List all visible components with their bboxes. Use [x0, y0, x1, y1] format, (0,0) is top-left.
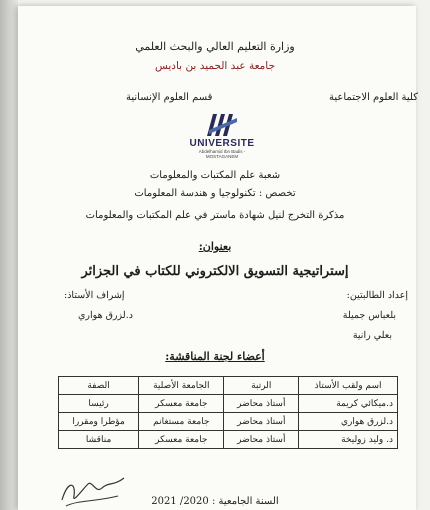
member-role: مؤطرا ومقررا [59, 413, 139, 431]
member-rank: أستاذ محاضر [224, 395, 299, 413]
academic-year: السنة الجامعية : 2020/ 2021 [151, 496, 279, 507]
member-role: رئيسا [59, 395, 139, 413]
scanner-edge [0, 0, 18, 510]
member-role: مناقشا [59, 431, 139, 449]
memo-line: مذكرة التخرج لنيل شهادة ماستر في علم المكتبات والمعلومات [85, 210, 345, 221]
header-role: الصفة [59, 377, 139, 395]
university-emblem-icon [203, 112, 241, 138]
member-rank: أستاذ محاضر [224, 431, 299, 449]
ministry-name: وزارة التعليم العالي والبحث العلمي [135, 40, 295, 53]
member-name: د. وليد زوليخة [299, 431, 398, 449]
committee-label: أعضاء لجنة المناقشة: [165, 350, 265, 363]
table-row [59, 395, 398, 413]
department-name: قسم العلوم الإنسانية [126, 92, 213, 103]
table-header-row [59, 377, 398, 395]
member-university: جامعة معسكر [139, 431, 224, 449]
member-university: جامعة مستغانم [139, 413, 224, 431]
title-label: بعنوان: [198, 240, 232, 253]
member-name: د.ميكائي كريمة [299, 395, 398, 413]
logo-subtitle: Abdelhamid Ibn Badis - MOSTAGANEM [198, 149, 246, 159]
logo-wordmark: UNIVERSITE [189, 138, 255, 149]
faculty-name: كلية العلوم الاجتماعية [329, 92, 418, 103]
header-rank: الرتبة [224, 377, 299, 395]
table-row [59, 413, 398, 431]
student-name-1: بلعباس جميلة [342, 310, 396, 321]
supervisor-name: د.لزرق هواري [78, 310, 133, 321]
prepared-by-label: إعداد الطالبتين: [346, 290, 408, 301]
member-rank: أستاذ محاضر [224, 413, 299, 431]
specialization-line: تخصص : تكنولوجيا و هندسة المعلومات [134, 188, 296, 199]
thesis-title: إستراتيجية التسويق الالكتروني للكتاب في الجزائر [81, 264, 349, 279]
committee-table [58, 376, 398, 449]
student-name-2: بعلي رانية [352, 330, 392, 341]
branch-line: شعبة علم المكتبات والمعلومات [149, 170, 281, 181]
supervision-label: إشراف الأستاذ: [64, 290, 125, 301]
university-logo [187, 112, 257, 159]
table-row [59, 431, 398, 449]
header-name: اسم ولقب الأستاذ [299, 377, 398, 395]
university-name: جامعة عبد الحميد بن باديس [155, 60, 275, 72]
member-name: د.لزرق هواري [299, 413, 398, 431]
header-university: الجامعة الأصلية [139, 377, 224, 395]
member-university: جامعة معسكر [139, 395, 224, 413]
